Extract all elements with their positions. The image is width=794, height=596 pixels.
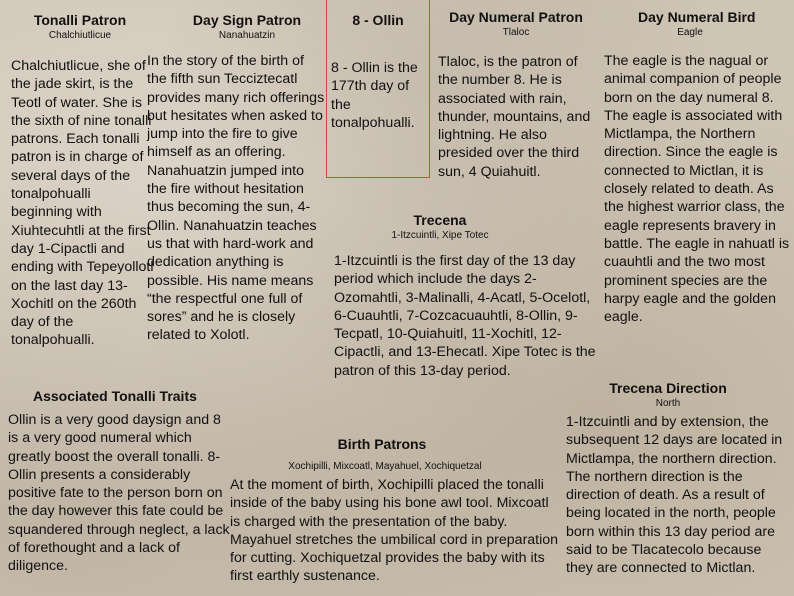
trecena-direction-name: North (655, 398, 681, 409)
birth-patrons-names: Xochipilli, Mixcoatl, Mayahuel, Xochiquetzal (288, 461, 482, 472)
day-numeral-bird-text: The eagle is the nagual or animal companion of people born on the day numeral 8. The eagle is associated with Mictlampa, the Northern direction. Since the eagle is connected to Mictlan, it is closely related to death. As the highest warrior class, the eagle represents bravery in battle. The eagle in nahuatl is cuauhtli and the two most prominent species are the harpy eagle and the golden eagle. (604, 53, 790, 326)
birth-patrons-text: At the moment of birth, Xochipilli placed the tonalli inside of the baby using his bone awl tool. Mixcoatl is charged with the presentation of the baby. Mayahuel stretches the umbilical cord in preparation for cutting. Xochiquetzal provides the baby with its first earthly sustenance. (230, 477, 559, 585)
day-numeral-bird-heading: Day Numeral Bird (638, 9, 756, 25)
day-numeral-patron-heading: Day Numeral Patron (449, 9, 583, 25)
day-numeral-patron-text: Tlaloc, is the patron of the number 8. He is associated with rain, thunder, mountains, and lightning. He also presided over the third sun, 4 Quiahuitl. (438, 54, 591, 180)
trecena-direction-text: 1-Itzcuintli and by extension, the subsequent 12 days are located in Mictlampa, the northern direction. The northern direction is the direction of death. As a result of being located in the north, people born within this 13 day period are said to be Tlacatecolo because they are connected to Mictlan. (566, 414, 783, 577)
day-sign-patron-text: In the story of the birth of the fifth sun Tecciztecatl provides many rich offerings but hesitates when asked to jump into the fire to give himself as an offering. Nanahuatzin jumped into the fire without hesitation thus becoming the sun, 4-Ollin. Nanahuatzin teaches us that with hard-work and dedication anything is possible. His name means “the respectful one full of sores” and he is closely related to Xolotl. (147, 53, 325, 344)
day-text: 8 - Ollin is the 177th day of the tonalpohualli. (331, 60, 418, 131)
day-heading: 8 - Ollin (352, 12, 404, 28)
associated-traits-text: Ollin is a very good daysign and 8 is a very good numeral which greatly boost the overall tonalli. 8-Ollin presents a considerably positive fate to the person born on the day however this fate could be squandered through neglect, a lack of forethought and a lack of diligence. (8, 412, 230, 575)
day-sign-patron-name: Nanahuatzin (218, 30, 276, 41)
tonalli-patron-name: Chalchiutlicue (48, 30, 112, 41)
tonalli-patron-heading: Tonalli Patron (33, 12, 127, 28)
day-numeral-patron-name: Tlaloc (502, 27, 530, 38)
associated-traits-heading: Associated Tonalli Traits (33, 388, 197, 404)
day-sign-patron-heading: Day Sign Patron (192, 12, 302, 28)
tonalli-patron-text: Chalchiutlicue, she of the jade skirt, is the Teotl of water. She is the sixth of nine tonalli patrons. Each tonalli patron is in charge of several days of the tonalpohualli beginning with Xiuhtecuhtli at the first day 1-Cipactli and ending with Tepeyollotl on the last day 13-Xochitl on the 260th day of the tonalpohualli. (11, 58, 154, 349)
trecena-heading: Trecena (413, 212, 467, 228)
day-numeral-bird-name: Eagle (677, 27, 703, 38)
trecena-text: 1-Itzcuintli is the first day of the 13 day period which include the days 2-Ozomahtli, 3-Malinalli, 4-Acatl, 5-Ocelotl, 6-Cuauhtli, 7-Cozcacuauhtli, 8-Ollin, 9-Tecpatl, 10-Quiahuitl, 11-Xochitl, 12-Cipactli, and 13-Ehecatl. Xipe Totec is the patron of this 13-day period. (334, 253, 596, 379)
birth-patrons-heading: Birth Patrons (337, 436, 427, 452)
trecena-name: 1-Itzcuintli, Xipe Totec (391, 230, 489, 241)
trecena-direction-heading: Trecena Direction (609, 380, 727, 396)
